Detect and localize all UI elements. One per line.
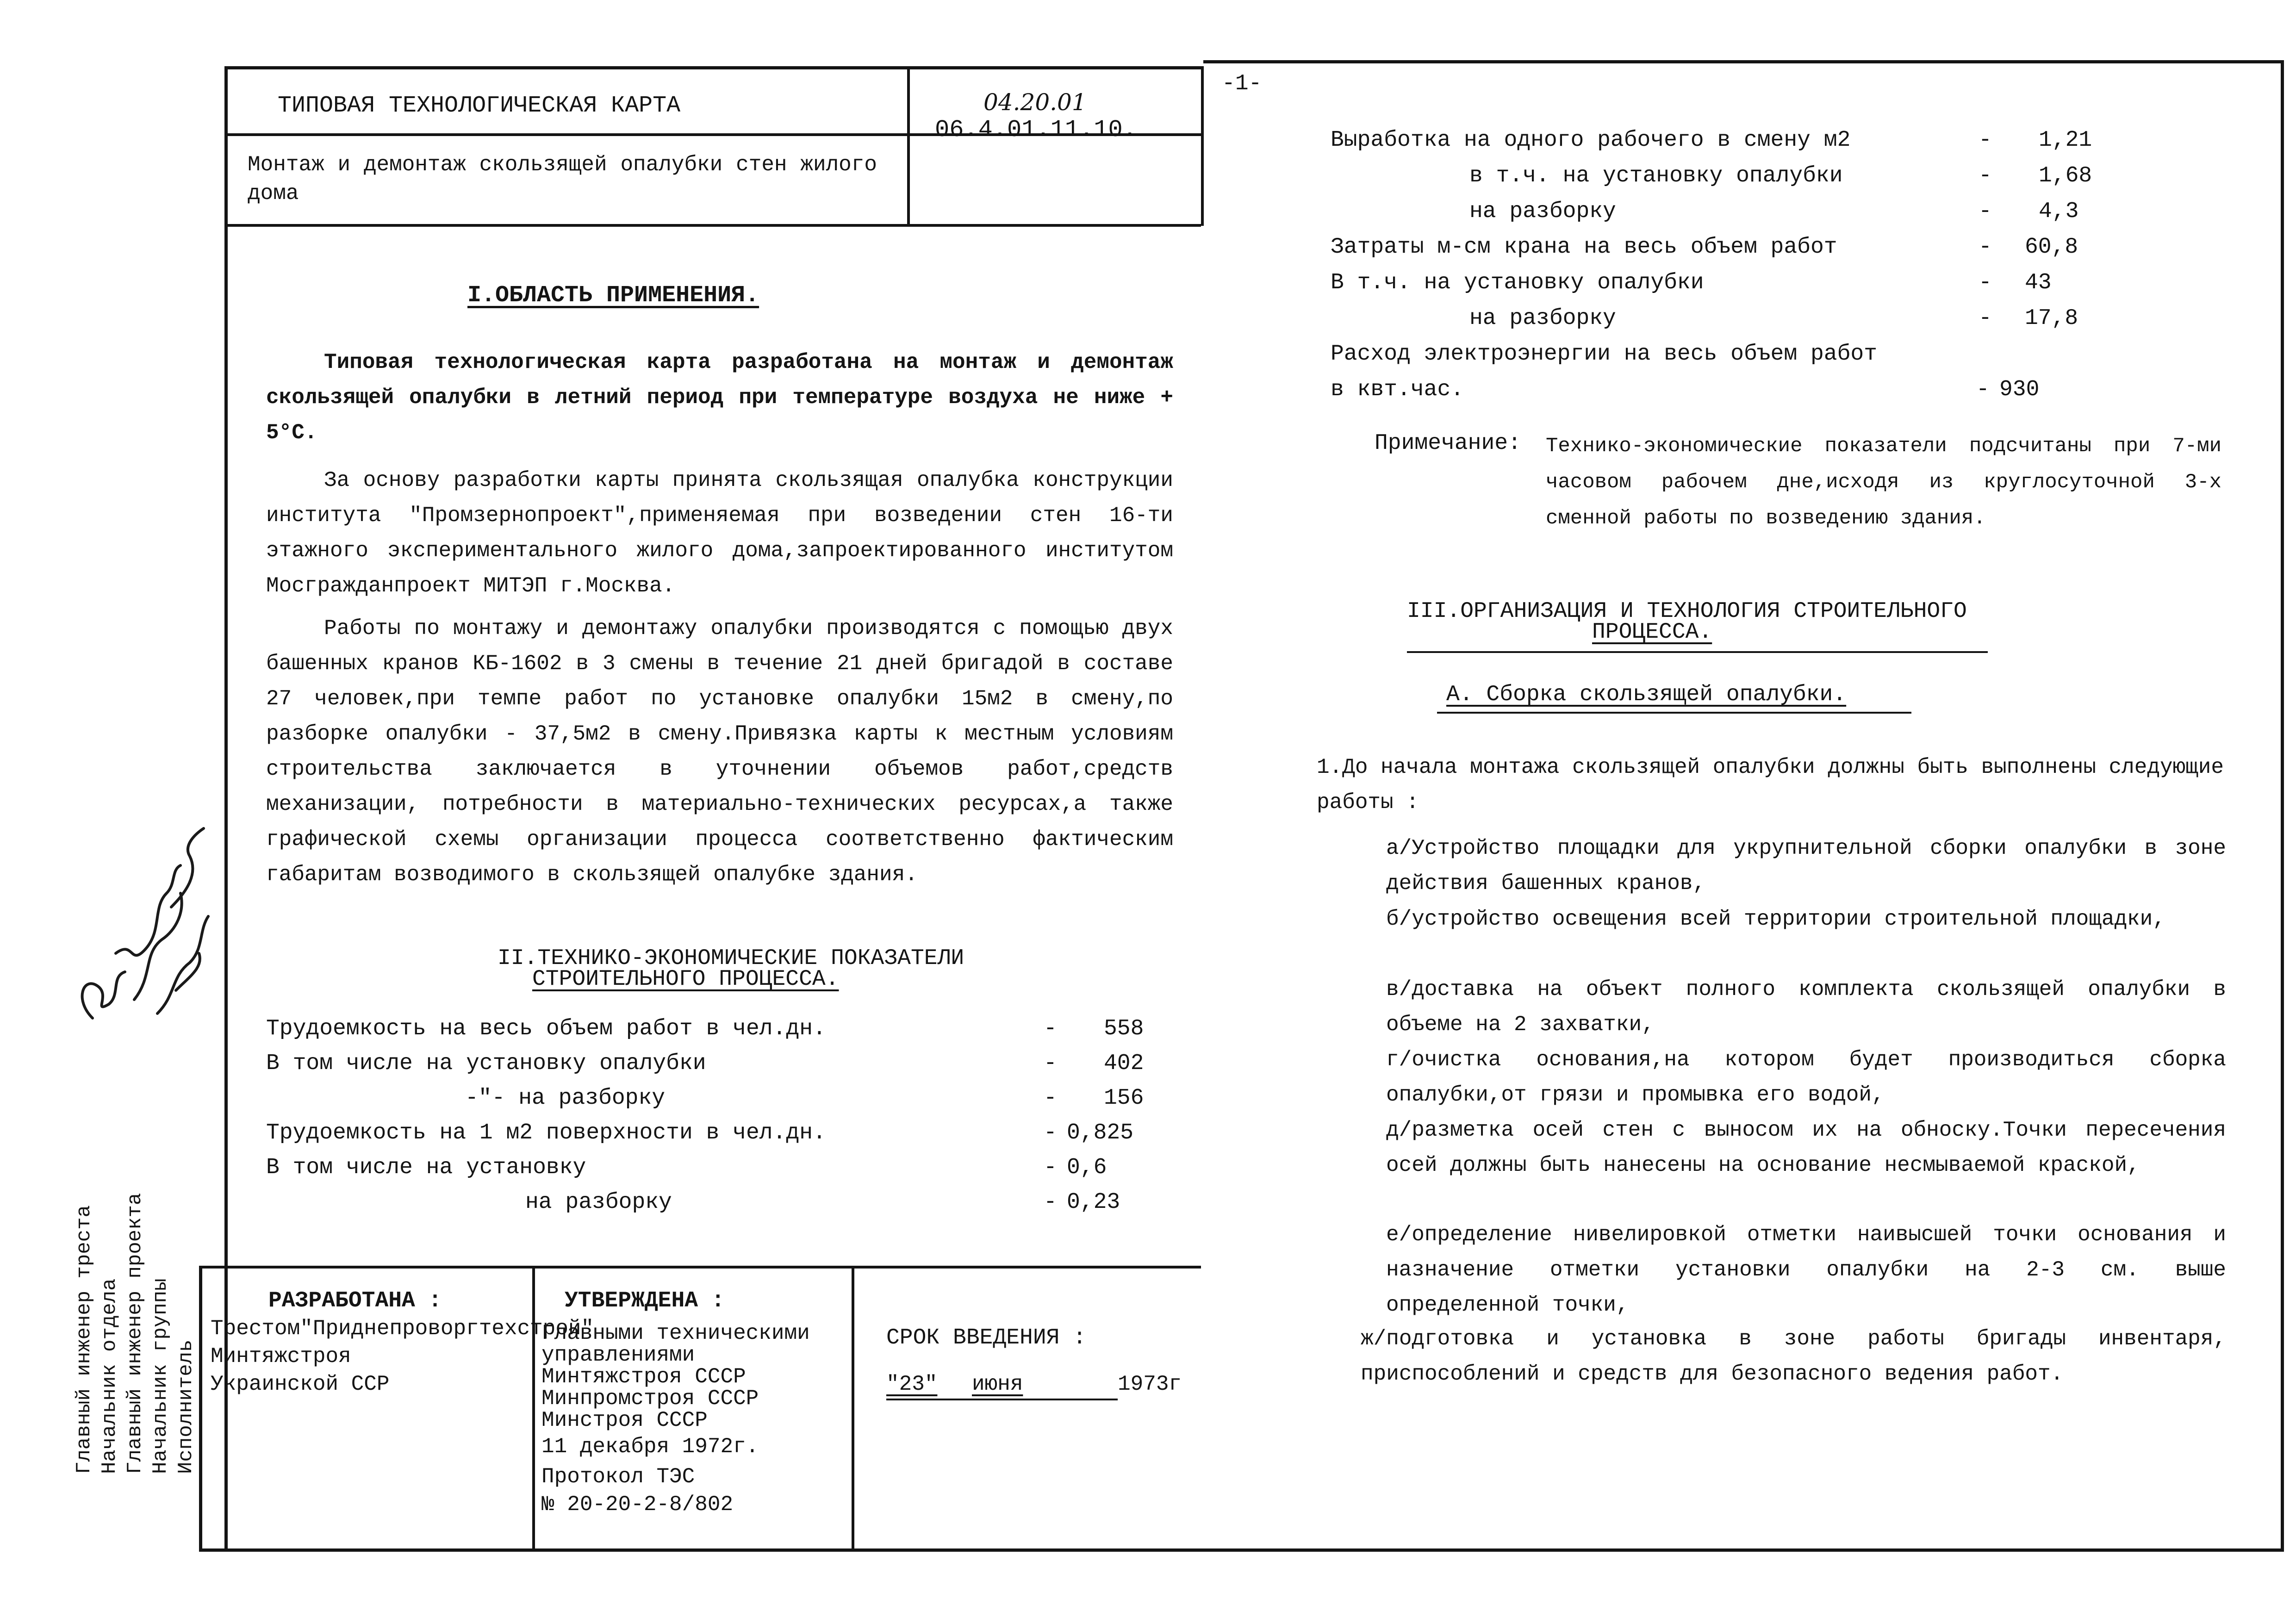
left-frame-left-edge [199, 1266, 202, 1552]
indicator-dash: - [1979, 163, 1992, 188]
indicator-value: 1,21 [2039, 128, 2092, 153]
indicator-dash: - [1979, 199, 1992, 224]
document-code: 06.4.01.11.10. [935, 116, 1137, 143]
map-subtitle: Монтаж и демонтаж скользящей опалубки стен жилого дома [248, 153, 877, 205]
indicator-dash: - [1979, 128, 1992, 153]
approved-line-7: Протокол ТЭС [541, 1465, 695, 1489]
indicator-label: В т.ч. на установку опалубки [1331, 270, 1704, 295]
footer-top-line [202, 1266, 1201, 1269]
prep-work-item-e: д/разметка осей стен с выносом их на обноску.Точки пересечения осей должны быть нанесены на основание несмываемой краской, [1386, 1118, 2226, 1177]
indicator-label: в т.ч. на установку опалубки [1469, 163, 1843, 188]
indicator-dash: - [1044, 1120, 1057, 1145]
indicator-dash: - [1044, 1190, 1057, 1215]
signatory-5: Исполнитель [174, 1339, 198, 1474]
signatory-2: Начальник отдела [98, 1278, 121, 1474]
indicator-value: 0,6 [1067, 1155, 1107, 1180]
footer-vline-2 [852, 1266, 854, 1552]
indicator-label: В том числе на установку опалубки [266, 1051, 706, 1076]
header-code-vline [907, 66, 910, 226]
indicator-dash: - [1044, 1051, 1057, 1076]
right-frame-right [2281, 60, 2284, 1552]
prep-work-item-b: б/устройство освещения всей территории строительной площадки, [1386, 907, 2165, 931]
indicator-label: -"- на разборку [465, 1086, 666, 1111]
approved-line-2: управлениями [541, 1343, 695, 1367]
indicator-label: Трудоемкость на весь объем работ в чел.дн. [266, 1016, 826, 1041]
signatory-3: Главный инженер проекта [124, 1193, 147, 1474]
indicator-value: 0,825 [1067, 1120, 1134, 1145]
left-frame-bottom-ext [199, 1548, 228, 1552]
prep-work-item-a: а/Устройство площадки для укрупнительной сборки опалубки в зоне действия башенных кранов, [1386, 836, 2226, 895]
indicator-value: 558 [1104, 1016, 1144, 1041]
indicator-label: Трудоемкость на 1 м2 поверхности в чел.дн. [266, 1120, 826, 1145]
indicator-value: 0,23 [1067, 1190, 1120, 1215]
approved-line-1: Главными техническими [541, 1321, 810, 1345]
section2-heading-line2: СТРОИТЕЛЬНОГО ПРОЦЕССА. [532, 967, 839, 992]
indicator-value: 930 [1999, 377, 2040, 402]
indicator-dash: - [1044, 1086, 1057, 1111]
indicator-value: 1,68 [2039, 163, 2092, 188]
approved-line-3: Минтяжстроя СССР [541, 1365, 746, 1389]
approved-line-8: № 20-20-2-8/802 [541, 1492, 734, 1517]
section3-heading-line1: III.ОРГАНИЗАЦИЯ И ТЕХНОЛОГИЯ СТРОИТЕЛЬНОГО [1407, 599, 1967, 624]
indicator-value: 156 [1104, 1086, 1144, 1111]
handwritten-code: 04.20.01 [983, 89, 1087, 116]
term-month: июня [972, 1372, 1023, 1396]
indicator-dash: - [1976, 377, 1990, 402]
term-year: 1973г [1118, 1372, 1182, 1396]
section3-heading-rule [1407, 651, 1988, 653]
indicator-dash: - [1979, 270, 1992, 295]
prep-work-item-g: ж/подготовка и установка в зоне работы бригады инвентаря, приспособлений и средств для безопасного ведения работ. [1361, 1327, 2226, 1386]
developed-line-3: Украинской ССР [211, 1372, 390, 1396]
approved-line-5: Минстроя СССР [541, 1408, 708, 1432]
section1-paragraph-3: Работы по монтажу и демонтажу опалубки производятся с помощью двух башенных кранов КБ-1602 в 3 смены в течение 21 дней бригадой в составе 27 человек,при темпе работ по установке опалубки 15м2 в смену,по разборке опалубки - 37,5м2 в смену.Привязка карты к местным условиям строительства заключается в уточнении объемов работ,средств механизации, потребности в материально-технических ресурсах,а также графической схемы организации процесса соответственно фактическим габаритам возводимого в скользящей опалубке здания. [266, 616, 1173, 887]
section3-subheading-rule [1437, 712, 1911, 714]
term-day: "23" [886, 1372, 938, 1396]
indicator-label: на разборку [1469, 306, 1616, 331]
indicator-value: 60,8 [2025, 235, 2078, 260]
developed-line-1: Трестом"Приднепроворгтехстрой" [211, 1317, 594, 1341]
note-text: Технико-экономические показатели подсчитаны при 7-ми часовом рабочем дне,исходя из круглосуточной 3-х сменной работы по возведению здания. [1546, 435, 2221, 530]
indicator-label: Затраты м-см крана на весь объем работ [1331, 235, 1837, 260]
section3-subheading: А. Сборка скользящей опалубки. [1446, 682, 1847, 707]
indicator-value: 43 [2025, 270, 2052, 295]
indicator-dash: - [1979, 306, 1992, 331]
footer-vline-1 [532, 1266, 535, 1552]
indicator-dash: - [1044, 1155, 1057, 1180]
header-divider-2 [224, 224, 1201, 227]
indicator-dash: - [1044, 1016, 1057, 1041]
section3-heading-line2: ПРОЦЕССА. [1592, 620, 1712, 645]
section1-paragraph-1: Типовая технологическая карта разработана на монтаж и демонтаж скользящей опалубки в летний период при температуре воздуха не ниже + 5°С. [266, 350, 1173, 445]
indicator-dash: - [1979, 235, 1992, 260]
section1-paragraph-2: За основу разработки карты принята скользящая опалубка конструкции института "Промзернопроект",применяемая при возведении стен 16-ти этажного экспериментального жилого дома,запроектированного институтом Мосгражданпроект МИТЭП г.Москва. [266, 468, 1173, 598]
indicator-label: Выработка на одного рабочего в смену м2 [1331, 128, 1851, 153]
developed-line-2: Минтяжстроя [211, 1344, 351, 1368]
section1-heading: I.ОБЛАСТЬ ПРИМЕНЕНИЯ. [467, 282, 759, 309]
indicator-label: на разборку [525, 1190, 672, 1215]
indicator-value: 4,3 [2039, 199, 2079, 224]
approved-line-6: 11 декабря 1972г. [541, 1435, 759, 1459]
developed-label: РАЗРАБОТАНА : [268, 1288, 442, 1313]
indicator-value: 17,8 [2025, 306, 2078, 331]
indicator-label: на разборку [1469, 199, 1616, 224]
indicator-label: В том числе на установку [266, 1155, 586, 1180]
indicator-label: Расход электроэнергии на весь объем работ [1331, 342, 1877, 367]
header-right-vline [1201, 66, 1204, 226]
prep-work-item-f: е/определение нивелировкой отметки наивысшей точки основания и назначение отметки установки опалубки на 2-3 см. выше определенной точки, [1386, 1223, 2226, 1317]
prep-work-item-d: г/очистка основания,на котором будет производиться сборка опалубки,от грязи и промывка его водой, [1386, 1048, 2226, 1107]
page-number: -1- [1222, 71, 1262, 96]
term-label: СРОК ВВЕДЕНИЯ : [886, 1325, 1087, 1350]
approved-label: УТВЕРЖДЕНА : [565, 1288, 725, 1313]
term-underline [886, 1399, 1118, 1400]
approved-line-4: Минпромстроя СССР [541, 1387, 759, 1411]
right-frame-top [1203, 60, 2284, 63]
handwritten-signatures-icon [65, 801, 222, 1032]
signatory-1: Главный инженер треста [73, 1205, 96, 1474]
prep-work-item-c: в/доставка на объект полного комплекта скользящей опалубки в объеме на 2 захватки, [1386, 977, 2226, 1037]
right-frame-bottom [1201, 1548, 2284, 1552]
map-title: ТИПОВАЯ ТЕХНОЛОГИЧЕСКАЯ КАРТА [278, 93, 681, 119]
note-label: Примечание: [1375, 431, 1521, 456]
signatory-4: Начальник группы [149, 1278, 172, 1474]
indicator-value: 402 [1104, 1051, 1144, 1076]
section3-item-1: 1.До начала монтажа скользящей опалубки должны быть выполнены следующие работы : [1317, 755, 2224, 815]
indicator-label: в квт.час. [1331, 377, 1464, 402]
section2-heading-line1: II.ТЕХНИКО-ЭКОНОМИЧЕСКИЕ ПОКАЗАТЕЛИ [498, 946, 964, 971]
